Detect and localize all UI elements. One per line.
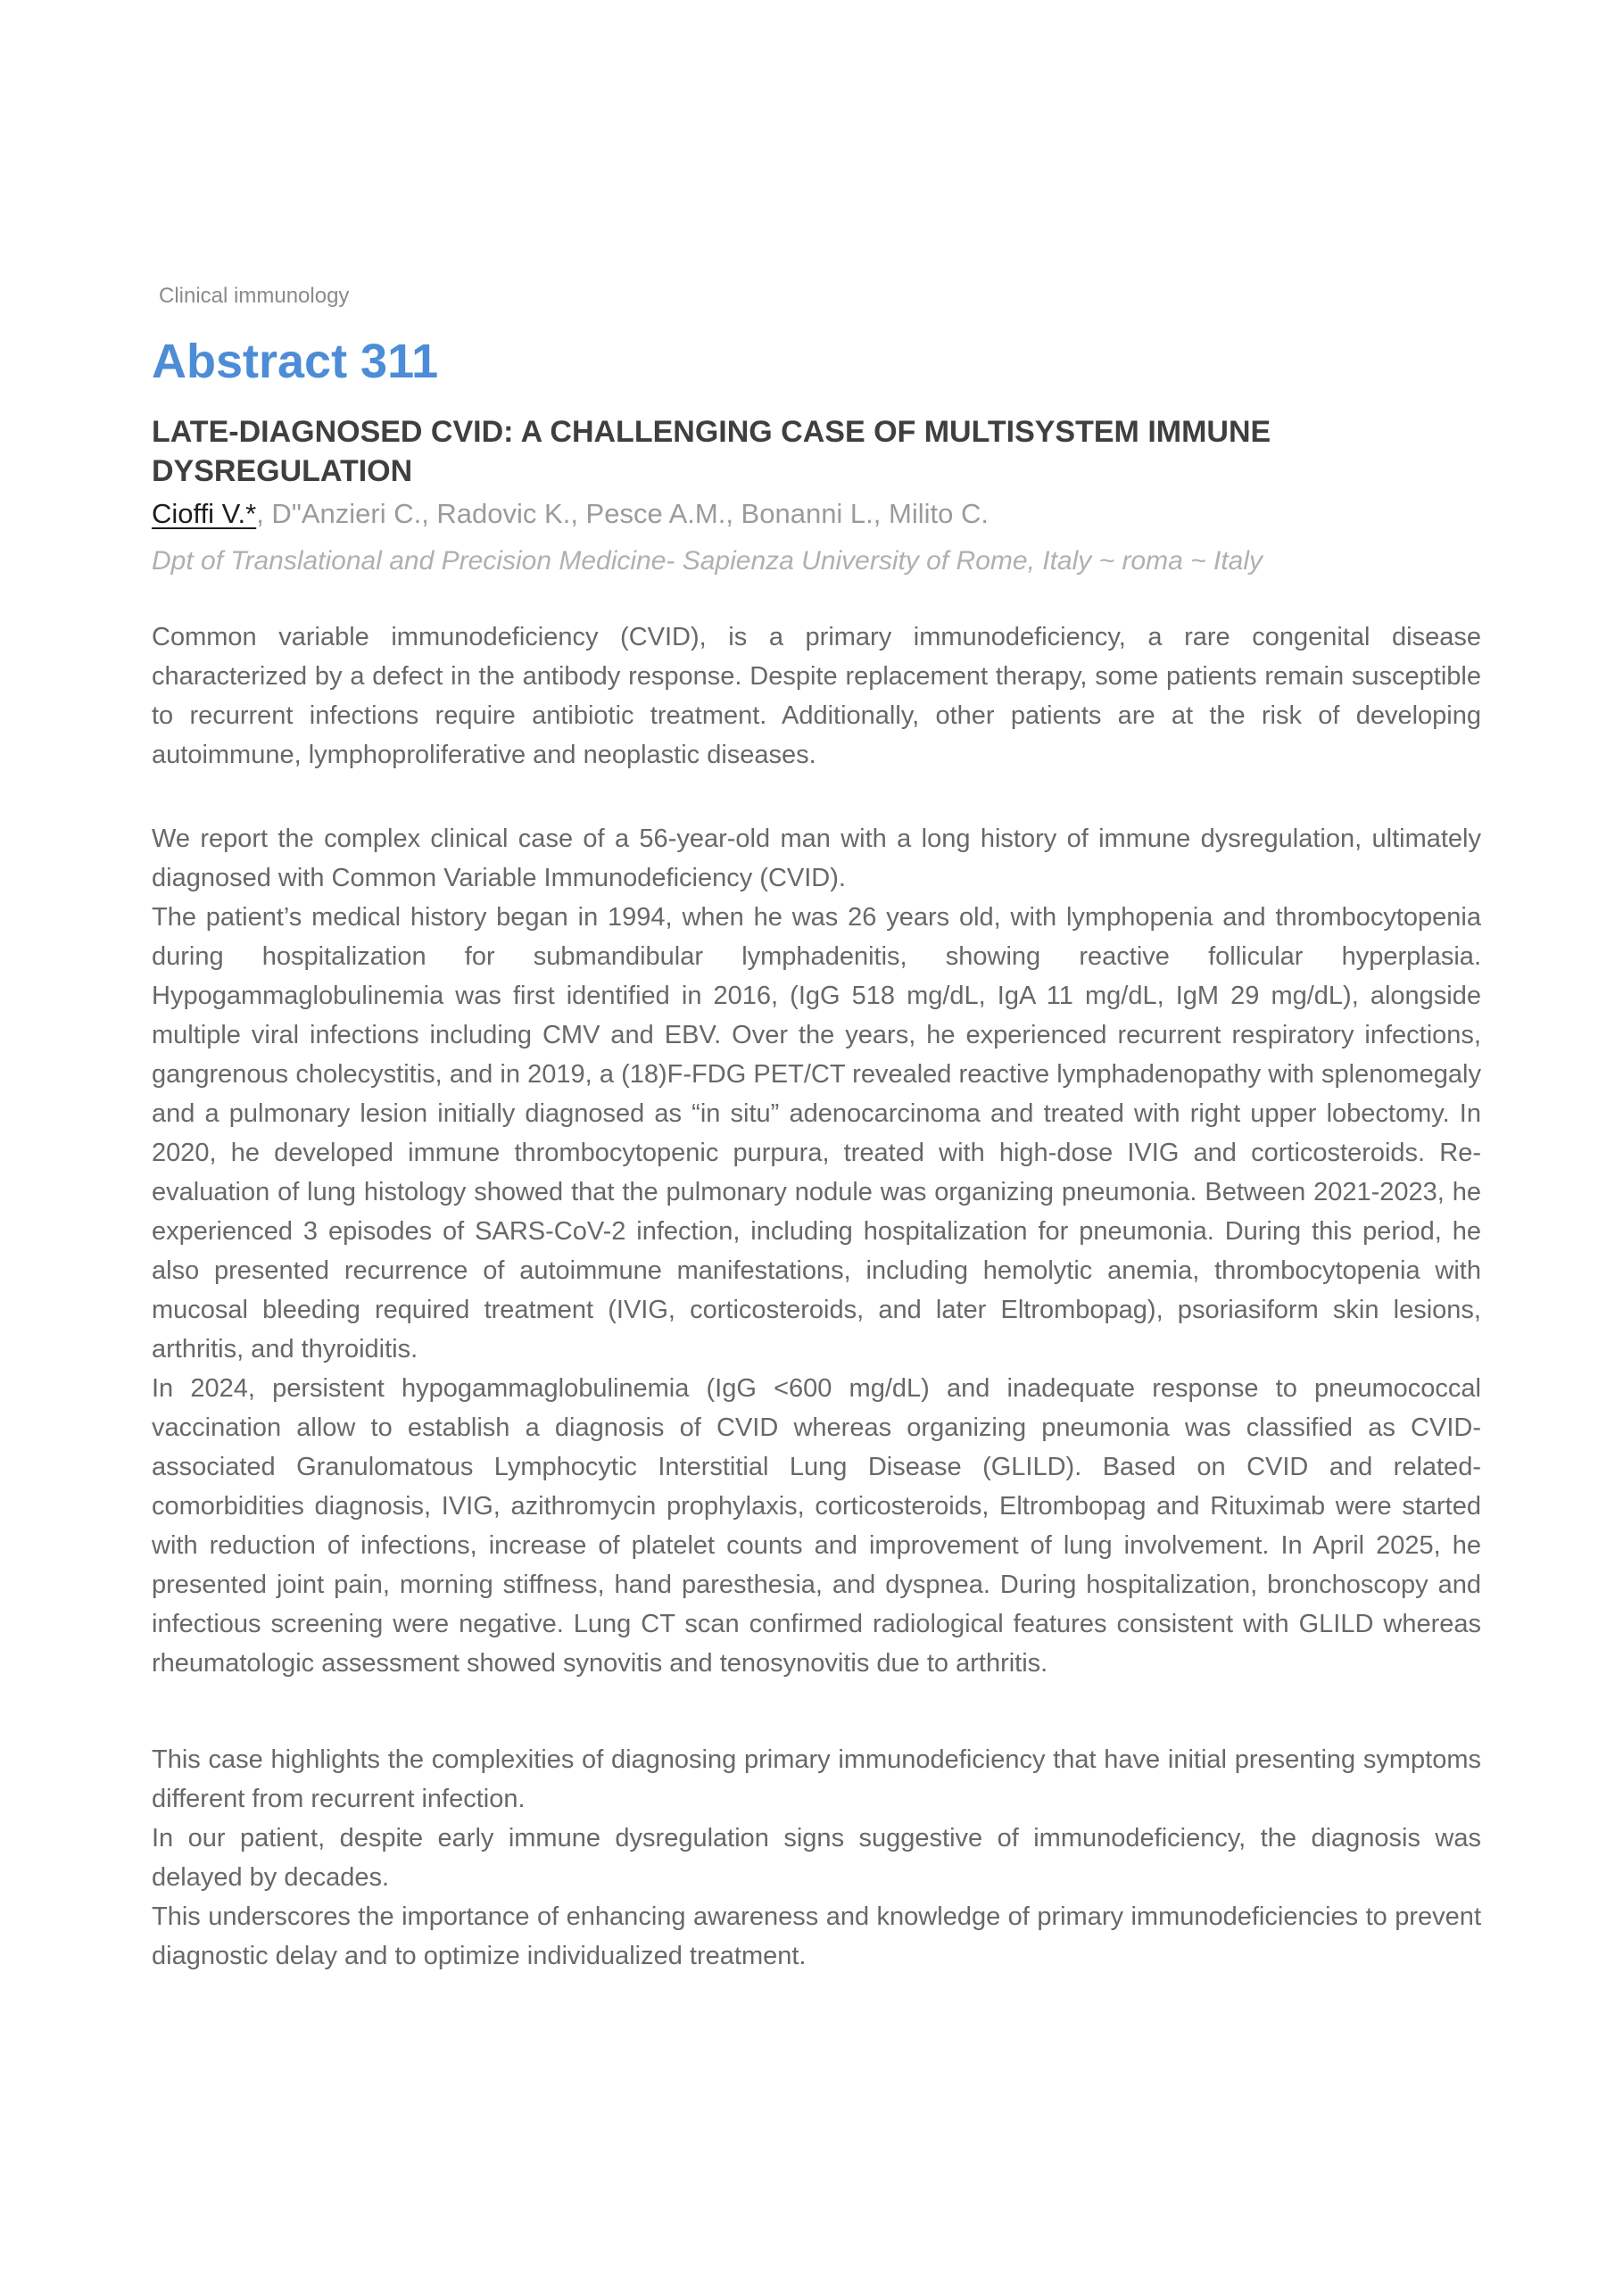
conclusion-paragraph-2: In our patient, despite early immune dysregulation signs suggestive of immunodeficiency, the diagnosis was delayed by decades.	[152, 1824, 1481, 1892]
first-author: Cioffi V.*	[152, 498, 257, 529]
abstract-content	[152, 284, 1481, 1976]
conclusion-paragraph-3: This underscores the importance of enhancing awareness and knowledge of primary immunodeficiencies to prevent diagnostic delay and to optimize individualized treatment.	[152, 1902, 1481, 1970]
abstract-case-block	[152, 819, 1481, 1683]
abstract-conclusion-block	[152, 1740, 1481, 1976]
affiliation-line: Dpt of Translational and Precision Medicine- Sapienza University of Rome, Italy ~ roma ~ Italy	[152, 546, 1263, 576]
abstract-number-heading: Abstract 311	[152, 335, 439, 388]
case-paragraph-3: In 2024, persistent hypogammaglobulinemia (IgG <600 mg/dL) and inadequate response to pneumococcal vaccination allow to establish a diagnosis of CVID whereas organizing pneumonia was classified as CVID-associated Granulomatous Lymphocytic Interstitial Lung Disease (GLILD). Based on CVID and related-comorbidities diagnosis, IVIG, azithromycin prophylaxis, corticosteroids, Eltrombopag and Rituximab were started with reduction of infections, increase of platelet counts and improvement of lung involvement. In April 2025, he presented joint pain, morning stiffness, hand paresthesia, and dyspnea. During hospitalization, bronchoscopy and infectious screening were negative. Lung CT scan confirmed radiological features consistent with GLILD whereas rheumatologic assessment showed synovitis and tenosynovitis due to arthritis.	[152, 1374, 1481, 1678]
background-paragraph: Common variable immunodeficiency (CVID), is a primary immunodeficiency, a rare congenital disease characterized by a defect in the antibody response. Despite replacement therapy, some patients remain susceptible to recurrent infections require antibiotic treatment. Additionally, other patients are at the risk of developing autoimmune, lymphoproliferative and neoplastic diseases.	[152, 623, 1481, 769]
case-paragraph-2: The patient’s medical history began in 1994, when he was 26 years old, with lymphopenia and thrombocytopenia during hospitalization for submandibular lymphadenitis, showing reactive follicular hyperplasia. Hypogammaglobulinemia was first identified in 2016, (IgG 518 mg/dL, IgA 11 mg/dL, IgM 29 mg/dL), alongside multiple viral infections including CMV and EBV. Over the years, he experienced recurrent respiratory infections, gangrenous cholecystitis, and in 2019, a (18)F-FDG PET/CT revealed reactive lymphadenopathy with splenomegaly and a pulmonary lesion initially diagnosed as “in situ” adenocarcinoma and treated with right upper lobectomy. In 2020, he developed immune thrombocytopenic purpura, treated with high-dose IVIG and corticosteroids. Re-evaluation of lung histology showed that the pulmonary nodule was organizing pneumonia. Between 2021-2023, he experienced 3 episodes of SARS-CoV-2 infection, including hospitalization for pneumonia. During this period, he also presented recurrence of autoimmune manifestations, including hemolytic anemia, thrombocytopenia with mucosal bleeding required treatment (IVIG, corticosteroids, and later Eltrombopag), psoriasiform skin lesions, arthritis, and thyroiditis.	[152, 903, 1481, 1364]
category-label: Clinical immunology	[159, 284, 350, 308]
other-authors: , D"Anzieri C., Radovic K., Pesce A.M., Bonanni L., Milito C.	[256, 498, 989, 529]
conclusion-paragraph-1: This case highlights the complexities of diagnosing primary immunodeficiency that have initial presenting symptoms different from recurrent infection.	[152, 1745, 1481, 1813]
case-paragraph-1: We report the complex clinical case of a 56-year-old man with a long history of immune dysregulation, ultimately diagnosed with Common Variable Immunodeficiency (CVID).	[152, 825, 1481, 892]
authors-line	[152, 496, 1481, 532]
abstract-background-block	[152, 618, 1481, 775]
abstract-title: LATE-DIAGNOSED CVID: A CHALLENGING CASE OF MULTISYSTEM IMMUNE DYSREGULATION	[152, 415, 1271, 488]
